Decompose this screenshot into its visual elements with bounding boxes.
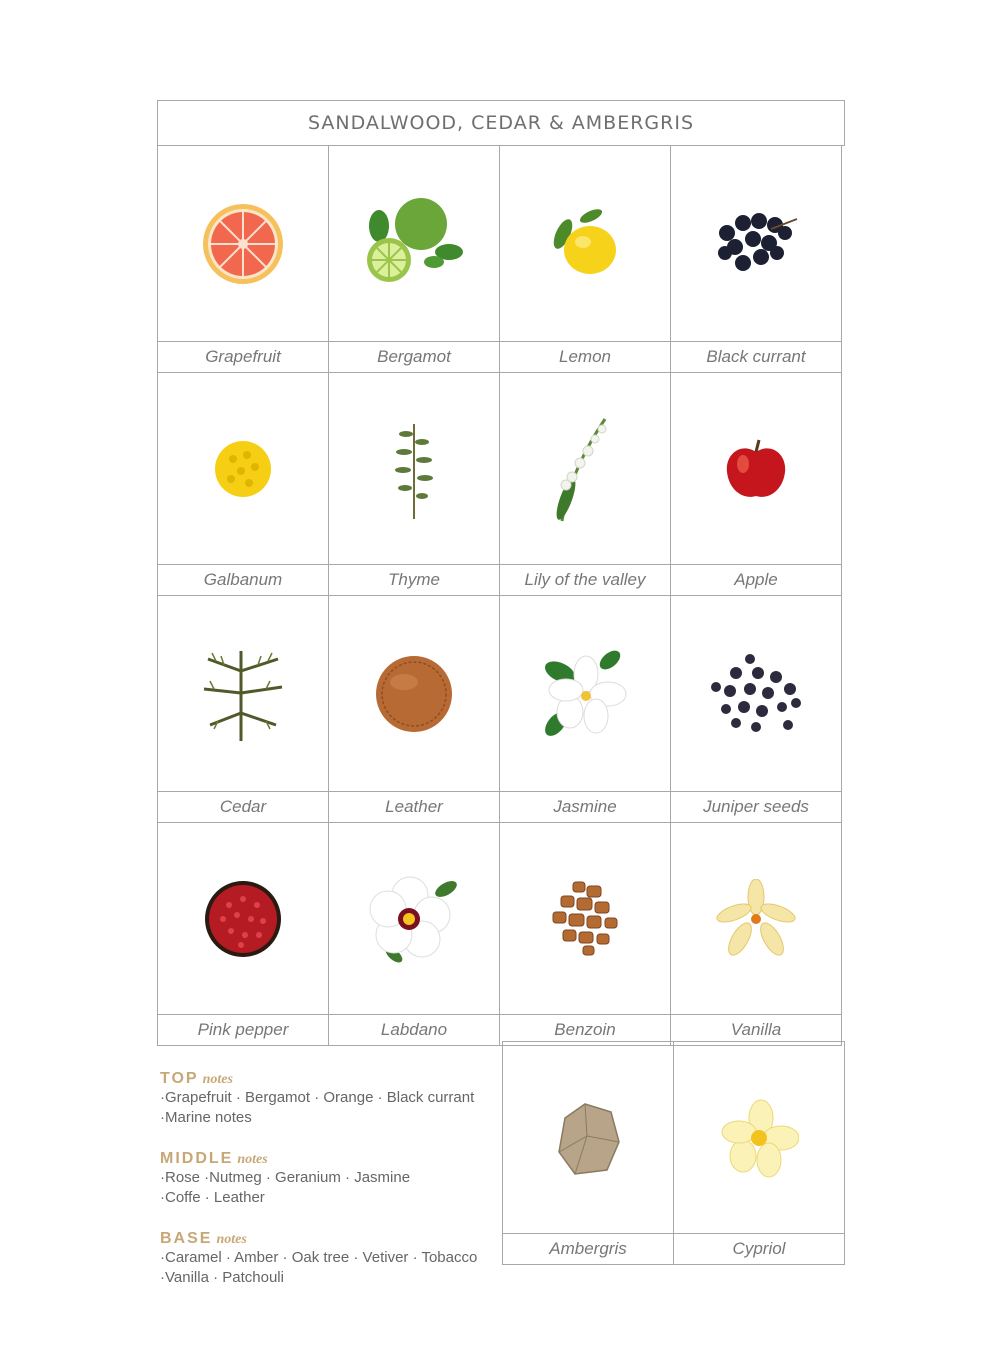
middle-notes-heading: MIDDLE [160,1150,234,1167]
middle-notes-line: ·Coffe · Leather [160,1189,265,1206]
lily-of-the-valley-icon [550,411,620,526]
jasmine-icon [538,646,633,741]
ingredient-card [670,372,842,596]
middle-notes [160,1150,500,1208]
galbanum-icon [211,437,275,501]
ingredient-label: Leather [329,791,499,822]
top-notes-line: ·Grapefruit · Bergamot · Orange · Black currant [160,1089,475,1106]
cedar-icon [196,641,291,746]
ingredient-card [499,595,671,823]
base-notes-line: ·Caramel · Amber · Oak tree · Vetiver · Tobacco [160,1249,478,1266]
grapefruit-icon [198,199,288,289]
ingredient-card [157,822,329,1046]
ingredient-label: Ambergris [503,1233,673,1264]
ambergris-icon [551,1098,626,1178]
ingredient-label: Vanilla [671,1014,841,1045]
ingredient-label: Pink pepper [158,1014,328,1045]
ingredient-label: Grapefruit [158,341,328,372]
ingredient-label: Cedar [158,791,328,822]
ingredient-label: Lily of the valley [500,564,670,595]
ingredient-card [499,822,671,1046]
ingredient-label: Bergamot [329,341,499,372]
grid-row [157,595,847,822]
leather-icon [372,652,456,736]
top-notes-line: ·Marine notes [160,1109,252,1126]
ingredient-card [328,372,500,596]
top-notes [160,1070,500,1128]
ingredient-card [328,822,500,1046]
vanilla-icon [716,879,796,959]
grid-row [157,372,847,595]
ingredient-label: Labdano [329,1014,499,1045]
ingredient-label: Galbanum [158,564,328,595]
base-notes-line: ·Vanilla · Patchouli [160,1269,284,1286]
ingredient-card [499,372,671,596]
ingredient-label: Lemon [500,341,670,372]
ingredients-grid [157,145,847,1045]
ingredient-label: Apple [671,564,841,595]
bergamot-icon [359,196,469,291]
page-title: SANDALWOOD, CEDAR & AMBERGRIS [157,100,845,146]
juniper-seeds-icon [706,651,806,736]
notes-panel [160,1070,500,1310]
ingredient-label: Thyme [329,564,499,595]
ingredient-card [670,595,842,823]
top-notes-heading: TOP [160,1070,199,1087]
benzoin-icon [543,876,628,961]
base-notes-subheading: notes [216,1232,247,1247]
ingredient-card [157,595,329,823]
middle-notes-line: ·Rose ·Nutmeg · Geranium · Jasmine [160,1169,411,1186]
ingredient-label: Benzoin [500,1014,670,1045]
ingredient-card [670,145,842,373]
cypriol-icon [719,1098,799,1178]
ingredient-label: Black currant [671,341,841,372]
ingredient-card [499,145,671,373]
lemon-icon [545,204,625,284]
ingredient-label: Cypriol [674,1233,844,1264]
labdano-icon [364,871,464,966]
top-notes-subheading: notes [202,1072,233,1087]
ingredient-card [157,372,329,596]
base-notes [160,1230,500,1288]
apple-icon [721,434,791,504]
grid-row [157,822,847,1045]
ingredient-card [673,1041,845,1265]
black-currant-icon [711,209,801,279]
pink-pepper-icon [203,879,283,959]
grid-row [157,145,847,372]
extra-ingredients-row [502,1041,848,1264]
base-notes-heading: BASE [160,1230,213,1247]
ingredient-label: Juniper seeds [671,791,841,822]
middle-notes-subheading: notes [237,1152,268,1167]
thyme-icon [384,414,444,524]
ingredient-card [328,145,500,373]
ingredient-card [328,595,500,823]
ingredient-card [670,822,842,1046]
ingredient-card [502,1041,674,1265]
ingredient-card [157,145,329,373]
ingredient-label: Jasmine [500,791,670,822]
